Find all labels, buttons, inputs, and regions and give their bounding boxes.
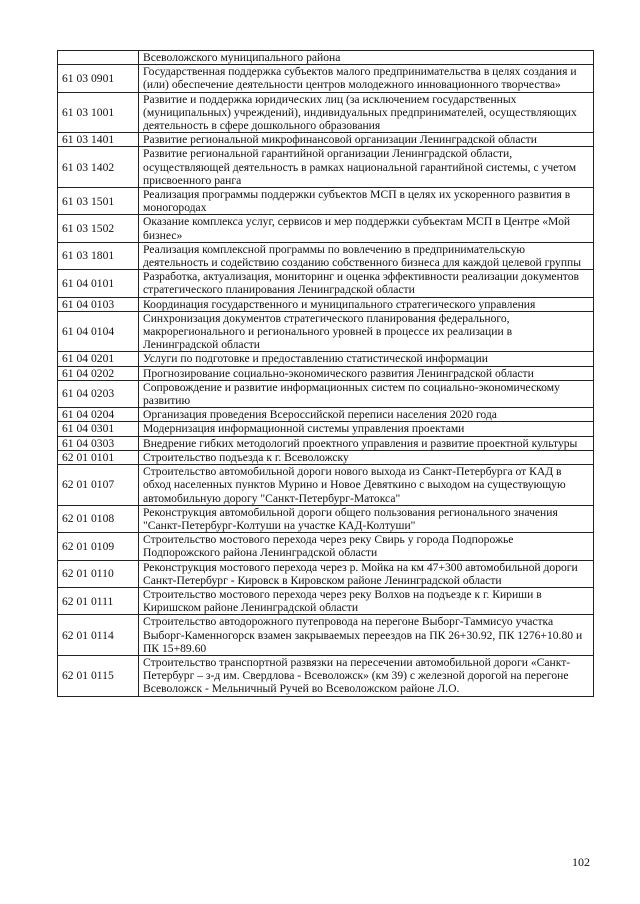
row-description: Строительство мостового перехода через реку Волхов на подъезде к г. Кириши в Киришском районе Ленинградской области xyxy=(139,587,594,614)
row-description: Реализация комплексной программы по вовлечению в предпринимательскую деятельность и содействию созданию собственного бизнеса для каждой целевой группы xyxy=(139,242,594,269)
row-code: 61 03 1501 xyxy=(58,188,139,215)
row-code: 61 04 0204 xyxy=(58,408,139,422)
row-code: 62 01 0114 xyxy=(58,615,139,656)
table-row xyxy=(58,505,594,532)
table-row xyxy=(58,465,594,506)
row-description: Оказание комплекса услуг, сервисов и мер поддержки субъектам МСП в Центре «Мой бизнес» xyxy=(139,215,594,242)
table-row xyxy=(58,587,594,614)
table-row xyxy=(58,65,594,92)
table-row xyxy=(58,422,594,436)
row-description: Строительство мостового перехода через реку Свирь у города Подпорожье Подпорожского района Ленинградской области xyxy=(139,533,594,560)
budget-code-table xyxy=(57,50,594,697)
table-row xyxy=(58,366,594,380)
row-code: 61 03 1001 xyxy=(58,92,139,133)
table-row xyxy=(58,92,594,133)
row-description: Сопровождение и развитие информационных систем по социально-экономическому развитию xyxy=(139,380,594,407)
row-description: Внедрение гибких методологий проектного управления и развитие проектной культуры xyxy=(139,436,594,450)
page-number: 102 xyxy=(572,855,590,869)
table-row xyxy=(58,270,594,297)
row-description: Организация проведения Всероссийской переписи населения 2020 года xyxy=(139,408,594,422)
table-row xyxy=(58,215,594,242)
row-description: Синхронизация документов стратегического планирования федерального, макрорегионального и регионального уровней в процессе их реализации в Ленинградской области xyxy=(139,311,594,352)
row-description: Модернизация информационной системы управления проектами xyxy=(139,422,594,436)
table-row xyxy=(58,352,594,366)
table-row xyxy=(58,450,594,464)
row-code: 61 04 0104 xyxy=(58,311,139,352)
row-description: Прогнозирование социально-экономического развития Ленинградской области xyxy=(139,366,594,380)
table-row xyxy=(58,655,594,696)
row-code: 62 01 0111 xyxy=(58,587,139,614)
row-code: 61 03 1402 xyxy=(58,147,139,188)
row-description: Разработка, актуализация, мониторинг и оценка эффективности реализации документов стратегического планирования Ленинградской области xyxy=(139,270,594,297)
row-code: 62 01 0110 xyxy=(58,560,139,587)
table-row xyxy=(58,133,594,147)
row-code: 61 04 0301 xyxy=(58,422,139,436)
row-code: 61 04 0103 xyxy=(58,297,139,311)
row-code: 62 01 0109 xyxy=(58,533,139,560)
row-code: 61 04 0303 xyxy=(58,436,139,450)
row-description: Развитие и поддержка юридических лиц (за исключением государственных (муниципальных) учреждений), индивидуальных предпринимателей, осуществляющих деятельность в сфере дошкольного образования xyxy=(139,92,594,133)
row-code: 61 03 1502 xyxy=(58,215,139,242)
row-code: 62 01 0115 xyxy=(58,655,139,696)
row-code: 61 04 0203 xyxy=(58,380,139,407)
row-description: Реконструкция мостового перехода через р. Мойка на км 47+300 автомобильной дороги Санкт-Петербург - Кировск в Кировском районе Ленинградской области xyxy=(139,560,594,587)
row-code: 62 01 0108 xyxy=(58,505,139,532)
table-row xyxy=(58,408,594,422)
row-description: Строительство автомобильной дороги нового выхода из Санкт-Петербурга от КАД в обход населенных пунктов Мурино и Новое Девяткино с выходом на существующую автомобильную дорогу "Санкт-Петербург-Матокса" xyxy=(139,465,594,506)
row-code: 61 04 0202 xyxy=(58,366,139,380)
table-row xyxy=(58,380,594,407)
row-description: Услуги по подготовке и предоставлению статистической информации xyxy=(139,352,594,366)
row-description: Развитие региональной гарантийной организации Ленинградской области, осуществляющей деятельность в рамках национальной гарантийной системы, с учетом присвоенного ранга xyxy=(139,147,594,188)
table-row xyxy=(58,188,594,215)
table-row xyxy=(58,560,594,587)
table-body xyxy=(58,51,594,697)
row-description: Всеволожского муниципального района xyxy=(139,51,594,65)
table-row xyxy=(58,615,594,656)
table-row xyxy=(58,147,594,188)
row-description: Развитие региональной микрофинансовой организации Ленинградской области xyxy=(139,133,594,147)
row-description: Государственная поддержка субъектов малого предпринимательства в целях создания и (или) обеспечение деятельности центров молодежного инновационного творчества» xyxy=(139,65,594,92)
row-code: 61 03 1801 xyxy=(58,242,139,269)
row-code: 62 01 0107 xyxy=(58,465,139,506)
row-description: Реконструкция автомобильной дороги общего пользования регионального значения "Санкт-Петербург-Колтуши на участке КАД-Колтуши" xyxy=(139,505,594,532)
row-description: Реализация программы поддержки субъектов МСП в целях их ускоренного развития в моногородах xyxy=(139,188,594,215)
row-code xyxy=(58,51,139,65)
row-code: 62 01 0101 xyxy=(58,450,139,464)
row-description: Координация государственного и муниципального стратегического управления xyxy=(139,297,594,311)
row-code: 61 03 1401 xyxy=(58,133,139,147)
table-row xyxy=(58,533,594,560)
row-code: 61 04 0201 xyxy=(58,352,139,366)
row-description: Строительство автодорожного путепровода на перегоне Выборг-Таммисуо участка Выборг-Каменногорск взамен закрываемых переездов на ПК 26+30.92, ПК 1276+10.80 и ПК 15+89.60 xyxy=(139,615,594,656)
table-row xyxy=(58,311,594,352)
row-description: Строительство транспортной развязки на пересечении автомобильной дороги «Санкт-Петербург – з-д им. Свердлова - Всеволожск» (км 39) с железной дорогой на перегоне Всеволожск - Мельничный Ручей во Всеволожском районе Л.О. xyxy=(139,655,594,696)
row-description: Строительство подъезда к г. Всеволожску xyxy=(139,450,594,464)
table-row xyxy=(58,51,594,65)
table-row xyxy=(58,436,594,450)
table-row xyxy=(58,242,594,269)
table-row xyxy=(58,297,594,311)
row-code: 61 04 0101 xyxy=(58,270,139,297)
row-code: 61 03 0901 xyxy=(58,65,139,92)
